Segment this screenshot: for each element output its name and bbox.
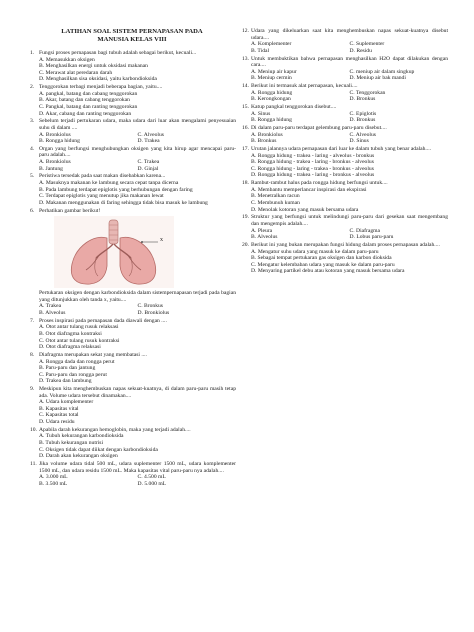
answer-option: D. Otot diafragma relaksasi: [39, 344, 101, 351]
question-text: Tenggorokan terbagi menjadi beberapa bagian, yaitu....: [39, 84, 163, 91]
worksheet-page: [30, 28, 448, 618]
answer-option: A. Otot antar tulang rusuk relaksasi: [39, 324, 119, 331]
answer-option: B. Otot diafragma kontraksi: [39, 330, 102, 337]
question-head: [30, 173, 236, 180]
answer-options: [30, 303, 236, 316]
answer-options: [30, 180, 236, 206]
answer-option: A. Pleura: [251, 227, 273, 234]
question-head: [30, 461, 236, 474]
answer-option: C. Epiglotis: [349, 110, 377, 117]
question-head: [242, 214, 448, 227]
question-number: 8.: [30, 351, 35, 358]
answer-option: B. Tidal: [251, 47, 270, 54]
question-number: 4.: [30, 145, 35, 152]
answer-option: B. Meniup cermin: [251, 75, 292, 82]
question-text: Katup pangkal tenggorokan disebut....: [251, 104, 337, 111]
question-head: [30, 352, 236, 359]
answer-options: [242, 90, 448, 103]
question-head: [242, 242, 448, 249]
answer-option: B. Bronkus: [251, 138, 277, 145]
question-item: [30, 290, 236, 316]
question-head: [30, 318, 236, 325]
answer-option: B. Akar, batang dan cabang tenggorokan: [39, 97, 130, 104]
answer-option: D. Meniup air bak mandi: [349, 75, 406, 82]
answer-option: A. Bronkiolus: [39, 131, 71, 138]
question-text: Untuk membuktikan bahwa pernapasan menghasilkan H2O dapat dilakukan dengan cara....: [251, 55, 448, 69]
question-number: 13.: [242, 55, 249, 62]
question-head: [30, 290, 236, 303]
answer-options: [30, 57, 236, 83]
question-head: [30, 146, 236, 159]
answer-option: A. Rongga hidung: [251, 89, 293, 96]
question-head: [30, 50, 236, 57]
question-text: Di dalam paru-paru terdapat gelembung paru-paru disebut....: [251, 125, 387, 132]
question-text: Berikut ini termasuk alat pernapasan, kecuali....: [251, 83, 358, 90]
question-head: [242, 56, 448, 69]
answer-option: B. Rongga hidung: [251, 117, 292, 124]
answer-option: B. Menetralkan racun: [251, 193, 300, 200]
answer-option: A. Rongga hidung - trakea - laring - alveolus - bronkus: [251, 152, 375, 159]
answer-option: A. Trakea: [39, 303, 62, 310]
answer-options: [242, 41, 448, 54]
answer-option: C. meniup air dalam singkup: [349, 68, 415, 75]
question-head: [30, 386, 236, 399]
answer-option: D. Menghasilkan sisa oksidasi, yaitu karbondioksida: [39, 76, 157, 83]
question-head: [242, 83, 448, 90]
answer-option: D. Makanan menggunakan di faring sehingga tidak bisa masuk ke lambung: [39, 199, 208, 206]
question-number: 17.: [242, 146, 249, 153]
question-text: Proses inspirasi pada pernapasan dada diawali dengan ....: [39, 317, 167, 324]
answer-option: C. Suplementer: [349, 41, 385, 48]
question-text: Struktur yang berfungsi untuk melindungi paru-paru dari gesekan saat mengembang dan mengempis adalah....: [251, 214, 448, 227]
answer-option: A. 3.000 mL: [39, 474, 68, 481]
answer-option: A. Sinus: [251, 110, 271, 117]
question-item: [242, 242, 448, 275]
answer-option: B. Rongga hidung: [39, 138, 80, 145]
answer-option: A. Memasukkan oksigen: [39, 56, 95, 63]
answer-option: D. Rongga hidung - trakea - laring - bronkus - alveolus: [251, 172, 375, 179]
question-text: Urutan jalannya udara pernapasan dari luar ke dalam tubuh yang benar adalah....: [251, 146, 432, 153]
question-item: [242, 104, 448, 124]
answer-option: A. Tubuh kekurangan karbondioksida: [39, 433, 124, 440]
answer-option: D. Menyaring partikel debu atau kotoran yang masuk bersama udara: [251, 268, 405, 275]
question-item: [242, 28, 448, 54]
question-item: [30, 208, 236, 289]
question-item: [30, 386, 236, 426]
lungs-diagram-icon: [54, 216, 174, 288]
question-item: [30, 50, 236, 83]
question-item: [242, 146, 448, 179]
answer-option: C. Diafragma: [349, 227, 380, 234]
question-item: [242, 214, 448, 240]
answer-option: D. 5.000 mL: [137, 480, 167, 487]
answer-option: D. Sinus: [349, 138, 369, 145]
question-text: Fungsi proses pernapasan bagi tubuh adalah sebagai berikut, kecuali...: [39, 50, 197, 56]
answer-option: D. Bronkus: [349, 117, 376, 124]
question-text: Perhatikan gambar berikut!: [39, 207, 101, 214]
question-item: [30, 118, 236, 144]
lungs-figure: [54, 216, 174, 288]
answer-option: D. Menolak kotoran yang masuk bersama udara: [251, 206, 359, 213]
question-text: Berikut ini yang bukan merupakan fungsi hidung dalam proses pernapasan adalah....: [251, 241, 440, 248]
answer-option: A. Membantu memperlancar inspirasi dan ekspirasi: [251, 186, 367, 193]
question-number: 10.: [30, 426, 37, 433]
answer-option: C. Alveolus: [137, 131, 164, 138]
answer-option: C. Membunuh kuman: [251, 199, 300, 206]
answer-options: [30, 159, 236, 172]
question-head: [30, 118, 236, 131]
answer-option: B. Sebagai tempat pertukaran gas oksigen dan karbon dioksida: [251, 255, 392, 262]
right-column: [242, 28, 448, 276]
answer-option: B. 3.500 mL: [39, 480, 68, 487]
answer-option: C. Terdapat epiglotis yang menutup jika makanan lewat: [39, 193, 164, 200]
question-number: 14.: [242, 83, 249, 90]
answer-option: D. Bronkiolus: [137, 309, 170, 316]
question-item: [30, 173, 236, 206]
question-number: 16.: [242, 125, 249, 132]
question-item: [30, 84, 236, 117]
question-item: [242, 83, 448, 103]
question-number: 7.: [30, 317, 35, 324]
question-text: Jika volume udara tidal 500 mL, udara suplementer 1500 mL, udara komplementer 1500 mL, dan udara residu 1500 mL. Maka kapasitas vital paru-paru nya adalah....: [39, 460, 236, 474]
question-item: [30, 146, 236, 172]
answer-options: [30, 91, 236, 117]
answer-option: C. Bronkus: [137, 303, 163, 310]
question-text: Sebelum terjadi pertukaran udara, maka udara dari luar akan mengalami penyesuaian suhu di dalam ....: [39, 118, 236, 131]
question-head: [30, 427, 236, 434]
answer-options: [242, 187, 448, 213]
answer-option: A. Bronkiolus: [251, 131, 283, 138]
question-text: Peristiwa tersedak pada saat makan disebabkan karena...: [39, 173, 166, 180]
answer-option: A. Bronkiolus: [39, 159, 71, 166]
answer-option: C. Oksigen tidak dapat diikat dengan karbondioksida: [39, 446, 158, 453]
question-number: 1.: [30, 50, 35, 56]
question-number: 18.: [242, 180, 249, 187]
answer-option: B. Jantung: [39, 165, 63, 172]
answer-option: C. Rongga hidung - laring - trakea - bronkus - alveolus: [251, 165, 374, 172]
answer-option: C. Tenggorokan: [349, 89, 386, 96]
answer-option: D. Lobus paru-paru: [349, 234, 394, 241]
answer-option: B. Kerongkongan: [251, 96, 291, 103]
answer-option: A. Meniup air kapur: [251, 68, 297, 75]
answer-option: A. Komplementer: [251, 41, 292, 48]
question-head: [30, 84, 236, 91]
answer-option: A. pangkal, batang dan cabang tenggorokan: [39, 90, 138, 97]
answer-option: C. Merawat alat peredaran darah: [39, 69, 113, 76]
answer-option: B. Alveolus: [251, 234, 278, 241]
answer-option: A. Rongga dada dan rongga perut: [39, 358, 115, 365]
question-item: [242, 125, 448, 145]
answer-option: C. Paru-paru dan rongga perut: [39, 371, 107, 378]
question-number: [30, 290, 39, 303]
answer-option: B. Kapasitas vital: [39, 405, 79, 412]
question-text: Pertukaran oksigen dengan karbondioksida dalam sistempernapasan terjadi pada bagian yang ditunjukkan oleh tanda x, yaitu....: [39, 290, 236, 303]
question-head: [242, 180, 448, 187]
answer-option: C. Alveolus: [349, 131, 376, 138]
question-number: 19.: [242, 214, 249, 221]
answer-option: C. Pangkal, batang dan ranting tenggorokan: [39, 103, 138, 110]
question-text: Organ yang berfungsi menghubungkan oksigen yang kita hirup agar mencapai paru-paru adalah....: [39, 145, 236, 159]
answer-options: [30, 474, 236, 487]
answer-option: D. Trakea: [137, 138, 160, 145]
figure-marker-x: x: [160, 237, 163, 244]
question-head: [242, 28, 448, 41]
answer-options: [30, 399, 236, 425]
question-number: 5.: [30, 173, 35, 180]
answer-option: D. Trakea dan lambung: [39, 378, 92, 385]
answer-option: C. Otot antar tulang rusuk kontraksi: [39, 337, 120, 344]
answer-option: B. Tubuh kekurangan nutrisi: [39, 440, 104, 446]
answer-option: C. 4.500 mL: [137, 474, 166, 481]
question-item: [30, 461, 236, 487]
question-number: 2.: [30, 84, 35, 91]
question-text: Rambut-rambut halus pada rongga hidung berfungsi untuk....: [251, 180, 388, 187]
question-number: 9.: [30, 386, 35, 393]
answer-options: [30, 132, 236, 145]
worksheet-title: [30, 28, 234, 44]
answer-options: [242, 249, 448, 275]
answer-options: [242, 69, 448, 82]
question-text: Apabila darah kekurangan hemoglobin, maka yang terjadi adalah....: [39, 426, 191, 433]
question-number: 3.: [30, 118, 35, 125]
answer-option: B. Rongga hidung - trakea - laring - bronkus - alveolus: [251, 159, 374, 166]
answer-options: [242, 111, 448, 124]
question-text: Meskipun kita menghembuskan napas sekuat-kuatnya, di dalam paru-paru masih tetap ada. Volume udara tersebut dinamakan....: [39, 386, 236, 399]
question-item: [242, 56, 448, 82]
question-head: [242, 104, 448, 111]
answer-option: A. Mengatur suhu udara yang masuk ke dalam paru-paru: [251, 248, 379, 255]
answer-options: [242, 132, 448, 145]
question-item: [242, 180, 448, 213]
answer-option: A. Masuknya makanan ke lambung secara cepat tanpa dicerna: [39, 180, 179, 187]
question-number: 12.: [242, 28, 249, 34]
title-line-2: MANUSIA KELAS VIII: [97, 36, 167, 44]
answer-options: [30, 359, 236, 385]
answer-option: D. Udara residu: [39, 419, 75, 426]
answer-options: [30, 324, 236, 350]
question-item: [30, 427, 236, 460]
answer-option: D. Darah akan kekurangan oksigen: [39, 453, 118, 460]
question-text: Udara yang dikeluarkan saat kita menghembuskan napas sekuat-kuatnya disebut udara....: [251, 28, 448, 41]
question-text: Diafragma merupakan sekat yang membatasi ....: [39, 351, 147, 358]
question-head: [30, 208, 236, 215]
question-head: [242, 146, 448, 153]
answer-options: [242, 228, 448, 241]
left-column: [30, 50, 236, 489]
answer-option: C. Mengatur kelembaban udara yang masuk ke dalam paru-paru: [251, 261, 395, 268]
answer-options: [242, 153, 448, 179]
title-line-1: LATIHAN SOAL SISTEM PERNAPASAN PADA: [61, 28, 203, 35]
question-item: [30, 352, 236, 385]
answer-option: C. Kapasitas total: [39, 412, 79, 419]
answer-option: B. Alveolus: [39, 309, 66, 316]
question-number: 20.: [242, 241, 249, 248]
answer-option: D. Residu: [349, 47, 372, 54]
answer-option: D. Akar, cabang dan ranting tenggorokan: [39, 110, 132, 117]
answer-option: D. Bronkus: [349, 96, 376, 103]
question-number: 11.: [30, 460, 37, 467]
question-head: [242, 125, 448, 132]
answer-option: A. Udara komplementer: [39, 399, 94, 406]
question-number: 6.: [30, 207, 35, 214]
answer-option: B. Paru-paru dan jantung: [39, 365, 96, 372]
answer-option: B. Pada lambung terdapat epiglotis yang berhubungan dengan faring: [39, 186, 193, 193]
answer-options: [30, 433, 236, 459]
question-number: 15.: [242, 104, 249, 111]
answer-option: C. Trakea: [137, 159, 160, 166]
answer-option: D. Ginjal: [137, 165, 159, 172]
answer-option: B. Menghasilkan energi untuk oksidasi makanan: [39, 63, 148, 70]
question-item: [30, 318, 236, 351]
